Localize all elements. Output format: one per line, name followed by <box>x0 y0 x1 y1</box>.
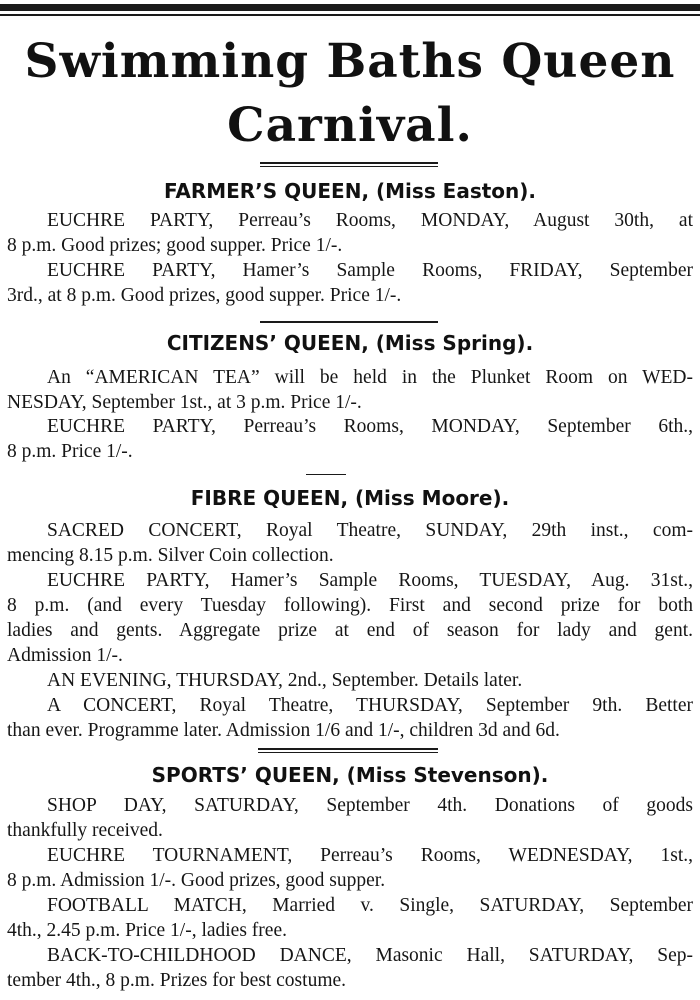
entry-farmers-euchre-perreau: EUCHRE PARTY, Perreau’s Rooms, MONDAY, August 30th, at 8 p.m. Good prizes; good supper. Price 1/-. <box>7 210 693 256</box>
headline <box>0 30 700 158</box>
entry-fibre-concert: A CONCERT, Royal Theatre, THURSDAY, September 9th. Better than ever. Programme later. Admission 1/6 and 1/-, children 3d and 6d. <box>7 695 693 741</box>
entry-citizens-euchre-perreau: EUCHRE PARTY, Perreau’s Rooms, MONDAY, September 6th., 8 p.m. Price 1/-. <box>7 416 693 462</box>
section-divider <box>306 474 346 475</box>
entry-sports-shop-day: SHOP DAY, SATURDAY, September 4th. Donations of goods thankfully received. <box>7 795 693 841</box>
section-divider <box>260 162 438 164</box>
entry-fibre-euchre-hamer: EUCHRE PARTY, Hamer’s Sample Rooms, TUESDAY, Aug. 31st., 8 p.m. (and every Tuesday following). First and second prize for both ladies and gents. Aggregate prize at end of season for lady and gent. Admission 1/-. <box>7 570 693 666</box>
section-divider <box>260 321 438 323</box>
entry-citizens-american-tea: An “AMERICAN TEA” will be held in the Plunket Room on WED- NESDAY, September 1st., at 3 p.m. Price 1/-. <box>7 367 693 413</box>
section-heading-farmers-queen: FARMER’S QUEEN, (Miss Easton). <box>163 179 537 203</box>
headline-line-1: Swimming Baths Queen <box>24 34 676 89</box>
entry-fibre-evening: AN EVENING, THURSDAY, 2nd., September. Details later. <box>47 670 523 691</box>
entry-fibre-sacred-concert: SACRED CONCERT, Royal Theatre, SUNDAY, 29th inst., com- mencing 8.15 p.m. Silver Coin collection. <box>7 520 693 566</box>
section-divider <box>258 748 438 750</box>
entry-sports-football-match: FOOTBALL MATCH, Married v. Single, SATURDAY, September 4th., 2.45 p.m. Price 1/-, ladies free. <box>7 895 693 941</box>
entry-sports-dance: BACK-TO-CHILDHOOD DANCE, Masonic Hall, SATURDAY, Sep- tember 4th., 8 p.m. Prizes for best costume. <box>7 945 693 991</box>
top-rule-thin <box>0 14 700 16</box>
top-rule <box>0 4 700 11</box>
section-heading-sports-queen: SPORTS’ QUEEN, (Miss Stevenson). <box>151 763 549 787</box>
headline-line-2: Carnival. <box>227 98 473 153</box>
section-heading-citizens-queen: CITIZENS’ QUEEN, (Miss Spring). <box>166 331 534 355</box>
entry-sports-euchre-tournament: EUCHRE TOURNAMENT, Perreau’s Rooms, WEDNESDAY, 1st., 8 p.m. Admission 1/-. Good prizes, good supper. <box>7 845 693 891</box>
entry-farmers-euchre-hamer: EUCHRE PARTY, Hamer’s Sample Rooms, FRIDAY, September 3rd., at 8 p.m. Good prizes, good supper. Price 1/-. <box>7 260 693 306</box>
section-heading-fibre-queen: FIBRE QUEEN, (Miss Moore). <box>190 486 510 510</box>
